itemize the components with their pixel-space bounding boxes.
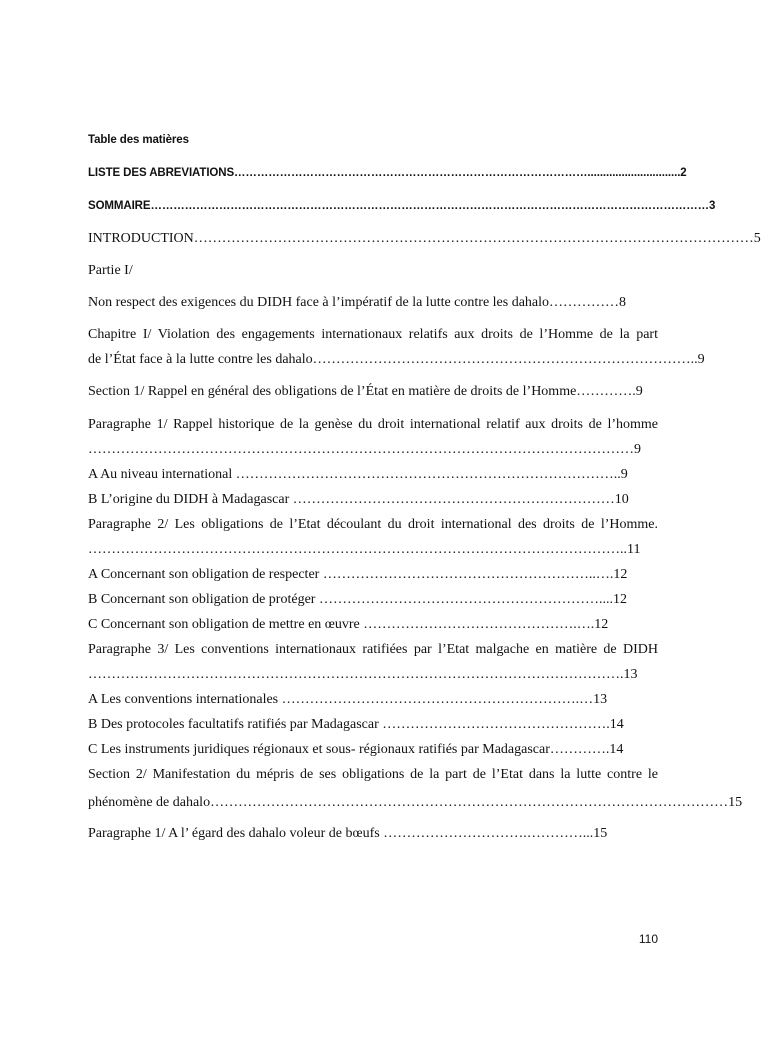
toc-entry: de l’État face à la lutte contre les dahalo………………………………………………………………………..9 <box>88 352 705 367</box>
toc-entry: INTRODUCTION…………………………………………………………………………………………………………5 <box>88 231 761 246</box>
toc-entry: Partie I/ <box>88 263 133 278</box>
toc-entry: Section 1/ Rappel en général des obligations de l’État en matière de droits de l’Homme………….9 <box>88 384 643 399</box>
toc-entry: ………………………………………………………………………………………………………9 <box>88 442 641 457</box>
toc-entry: Paragraphe 2/ Les obligations de l’Etat découlant du droit international des droits de l’Homme. <box>88 517 658 532</box>
toc-entry: A Concernant son obligation de respecter …………………………………………………..….12 <box>88 567 628 582</box>
toc-entry: C Concernant son obligation de mettre en œuvre ……………………………………….….12 <box>88 617 609 632</box>
toc-entry: Non respect des exigences du DIDH face à l’impératif de la lutte contre les dahalo……………8 <box>88 295 627 310</box>
toc-entry: Paragraphe 3/ Les conventions internationaux ratifiées par l’Etat malgache en matière de DIDH <box>88 642 658 657</box>
toc-entry: B Des protocoles facultatifs ratifiés par Madagascar ………………………………………….14 <box>88 717 624 732</box>
toc-entry: A Les conventions internationales ……………………………………………………….…13 <box>88 692 608 707</box>
toc-entry: C Les instruments juridiques régionaux et sous- régionaux ratifiés par Madagascar………….14 <box>88 742 624 757</box>
toc-entry: LISTE DES ABREVIATIONS…………………………………………………………………………………..............................2 <box>88 167 687 179</box>
toc-entry: …………………………………………………………………………………………………….13 <box>88 667 638 682</box>
toc-heading: Table des matières <box>88 134 189 146</box>
toc-entry: B Concernant son obligation de protéger ……………………………………………………....12 <box>88 592 627 607</box>
toc-entry: A Au niveau international ………………………………………………………………………..9 <box>88 467 628 482</box>
toc-entry: Paragraphe 1/ Rappel historique de la genèse du droit international relatif aux droits de l’homme <box>88 417 658 432</box>
toc-entry: ……………………………………………………………………………………………………..11 <box>88 542 641 557</box>
toc-entry: Section 2/ Manifestation du mépris de ses obligations de la part de l’Etat dans la lutte contre le <box>88 767 658 782</box>
toc-entry: Paragraphe 1/ A l’ égard des dahalo voleur de bœufs ………………………….…………...15 <box>88 826 608 841</box>
toc-entry: Chapitre I/ Violation des engagements internationaux relatifs aux droits de l’Homme de la part <box>88 327 658 342</box>
page-number: 110 <box>638 932 658 946</box>
toc-entry: phénomène de dahalo…………………………………………………………………………………………………15 <box>88 795 743 810</box>
toc-entry: B L’origine du DIDH à Madagascar ……………………………………………………………10 <box>88 492 629 507</box>
toc-entry: SOMMAIRE…………………………………………………………………………………………………………………………………3 <box>88 200 716 212</box>
